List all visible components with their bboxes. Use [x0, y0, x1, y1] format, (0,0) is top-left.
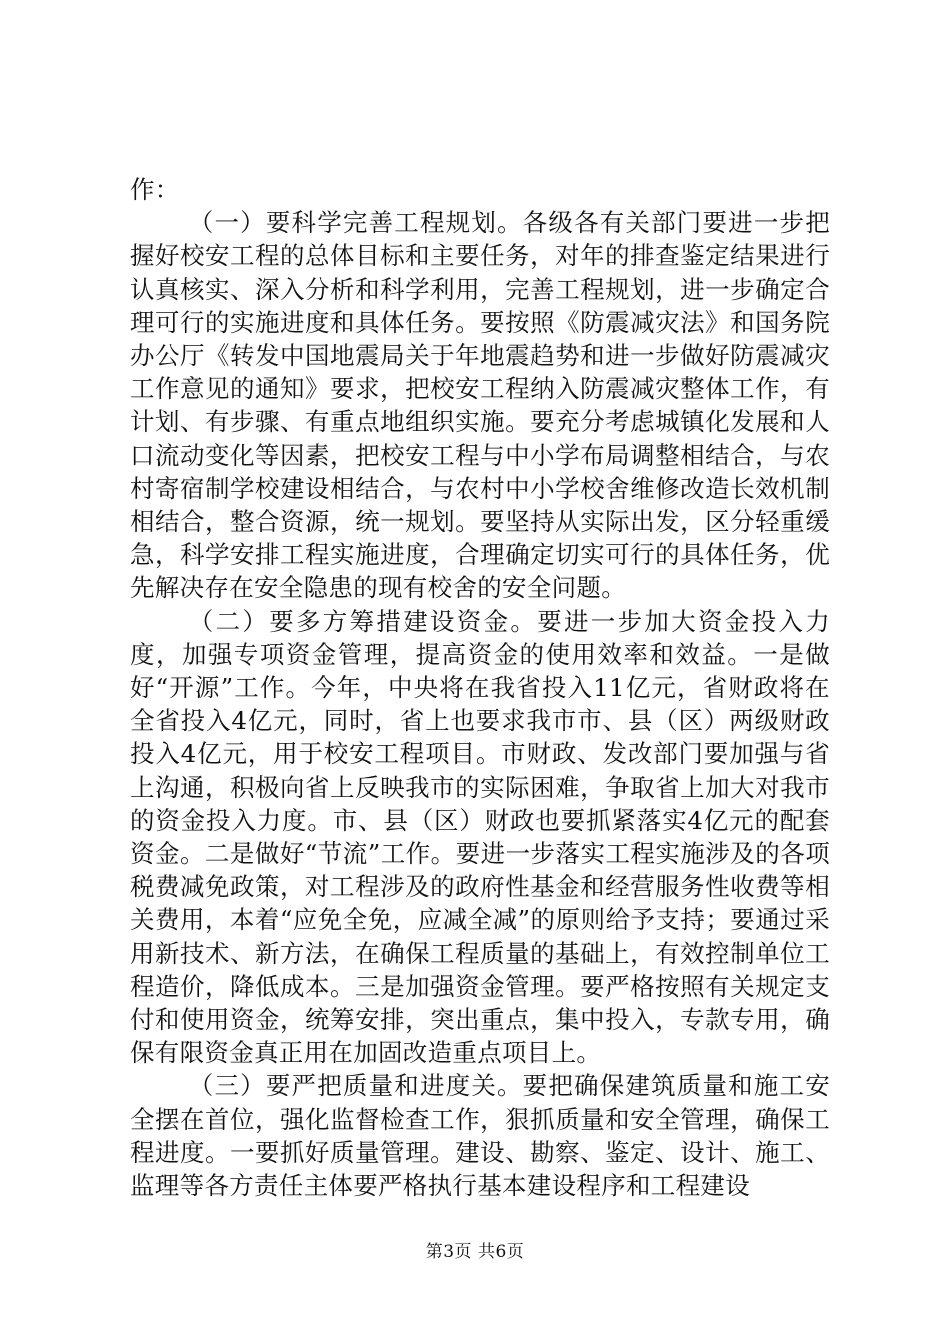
paragraph-continuation: 作： — [130, 175, 180, 204]
paragraph-section-3: （三）要严把质量和进度关。要把确保建筑质量和施工安全摆在首位，强化监督检查工作，狠抓质量和安全管理，确保工程进度。一要抓好质量管理。建设、勘察、鉴定、设计、施工、监理等各方责任主体要严格执行基本建设程序和工程建设 — [130, 1071, 830, 1201]
paragraph-section-2: （二）要多方筹措建设资金。要进一步加大资金投入力度，加强专项资金管理，提高资金的使用效率和效益。一是做好“开源”工作。今年，中央将在我省投入11亿元，省财政将在全省投入4亿元，同时，省上也要求我市市、县（区）两级财政投入4亿元，用于校安工程项目。市财政、发改部门要加强与省上沟通，积极向省上反映我市的实际困难，争取省上加大对我市的资金投入力度。市、县（区）财政也要抓紧落实4亿元的配套资金。二是做好“节流”工作。要进一步落实工程实施涉及的各项税费减免政策，对工程涉及的政府性基金和经营服务性收费等相关费用，本着“应免全免，应减全减”的原则给予支持；要通过采用新技术、新方法，在确保工程质量的基础上，有效控制单位工程造价，降低成本。三是加强资金管理。要严格按照有关规定支付和使用资金，统筹安排，突出重点，集中投入，专款专用，确保有限资金真正用在加固改造重点项目上。 — [130, 606, 831, 1068]
page-number-footer: 第3页 共6页 — [425, 1242, 525, 1262]
document-body — [130, 173, 830, 1202]
paragraph-section-1: （一）要科学完善工程规划。各级各有关部门要进一步把握好校安工程的总体目标和主要任务，对年的排查鉴定结果进行认真核实、深入分析和科学利用，完善工程规划，进一步确定合理可行的实施进度和具体任务。要按照《防震减灾法》和国务院办公厅《转发中国地震局关于年地震趋势和进一步做好防震减灾工作意见的通知》要求，把校安工程纳入防震减灾整体工作，有计划、有步骤、有重点地组织实施。要充分考虑城镇化发展和人口流动变化等因素，把校安工程与中小学布局调整相结合，与农村寄宿制学校建设相结合，与农村中小学校舍维修改造长效机制相结合，整合资源，统一规划。要坚持从实际出发，区分轻重缓急，科学安排工程实施进度，合理确定切实可行的具体任务，优先解决存在安全隐患的现有校舍的安全问题。 — [130, 208, 830, 603]
